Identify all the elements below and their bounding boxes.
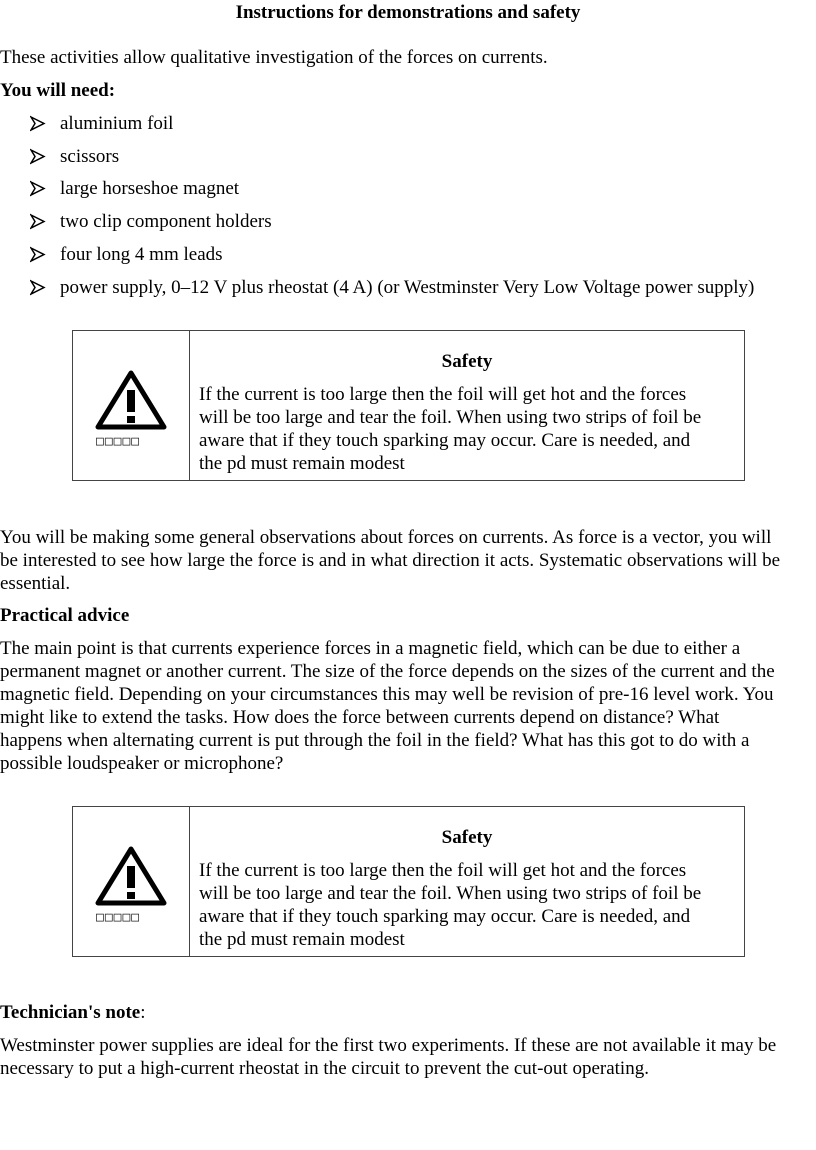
arrow-bullet-icon [30,210,46,233]
arrow-bullet-icon [30,112,46,135]
safety-line: aware that if they touch sparking may occur. Care is needed, and [199,906,691,927]
intro-text: These activities allow qualitative investigation of the forces on currents. [0,47,548,68]
technician-note-paragraph [0,1034,816,1080]
safety-line: will be too large and tear the foil. When using two strips of foil be [199,883,702,904]
paragraph-line: happens when alternating current is put through the foil in the field? What has this got to do with a [0,730,750,751]
list-item [0,177,816,200]
list-item-label: scissors [60,146,120,167]
technician-note-colon: : [140,1002,146,1023]
paragraph-line: The main point is that currents experience forces in a magnetic field, which can be due to either a [0,638,741,659]
safety-line: will be too large and tear the foil. When using two strips of foil be [199,407,702,428]
arrow-bullet-icon [30,276,46,299]
paragraph-line: necessary to put a high-current rheostat in the circuit to prevent the cut-out operating. [0,1058,649,1079]
list-item-label: two clip component holders [60,211,272,232]
safety-text [199,383,739,475]
safety-heading: Safety [441,351,493,372]
paragraph-line: Westminster power supplies are ideal for the first two experiments. If these are not available it may be [0,1035,777,1056]
practical-advice-heading: Practical advice [0,605,130,626]
safety-box [72,330,745,481]
safety-icon-cell [73,807,190,956]
arrow-bullet-icon [30,177,46,200]
safety-line: aware that if they touch sparking may occur. Care is needed, and [199,430,691,451]
safety-text [199,859,739,951]
observations-paragraph [0,526,816,595]
arrow-bullet-icon [30,145,46,168]
paragraph-line: permanent magnet or another current. The size of the force depends on the sizes of the current and the [0,661,775,682]
icon-caption: □□□□□ [96,910,141,925]
paragraph-line: essential. [0,573,71,594]
technician-note-heading [0,1001,816,1024]
list-item-label: aluminium foil [60,113,174,134]
paragraph-line: You will be making some general observations about forces on currents. As force is a vector, you will [0,527,772,548]
list-item [0,112,816,135]
icon-caption: □□□□□ [96,434,141,449]
list-item [0,276,816,299]
warning-triangle-icon [95,846,167,912]
safety-line: the pd must remain modest [199,453,405,474]
practical-advice-paragraph [0,637,816,775]
list-item-label: large horseshoe magnet [60,178,240,199]
list-item [0,210,816,233]
paragraph-line: might like to extend the tasks. How does the force between currents depend on distance? What [0,707,720,728]
technician-note-label: Technician's note [0,1002,141,1023]
paragraph-line: be interested to see how large the force is and in what direction it acts. Systematic observations will be [0,550,781,571]
arrow-bullet-icon [30,243,46,266]
list-item-label: four long 4 mm leads [60,244,223,265]
you-will-need-heading: You will need: [0,80,116,101]
list-item-label: power supply, 0–12 V plus rheostat (4 A) (or Westminster Very Low Voltage power supply) [60,277,755,298]
safety-heading: Safety [441,827,493,848]
safety-line: If the current is too large then the foil will get hot and the forces [199,860,687,881]
page-title: Instructions for demonstrations and safety [235,2,581,23]
safety-line: If the current is too large then the foil will get hot and the forces [199,384,687,405]
list-item [0,145,816,168]
safety-icon-cell [73,331,190,480]
paragraph-line: possible loudspeaker or microphone? [0,753,284,774]
warning-triangle-icon [95,370,167,436]
paragraph-line: magnetic field. Depending on your circumstances this may well be revision of pre-16 level work. You [0,684,774,705]
list-item [0,243,816,266]
safety-line: the pd must remain modest [199,929,405,950]
safety-box [72,806,745,957]
